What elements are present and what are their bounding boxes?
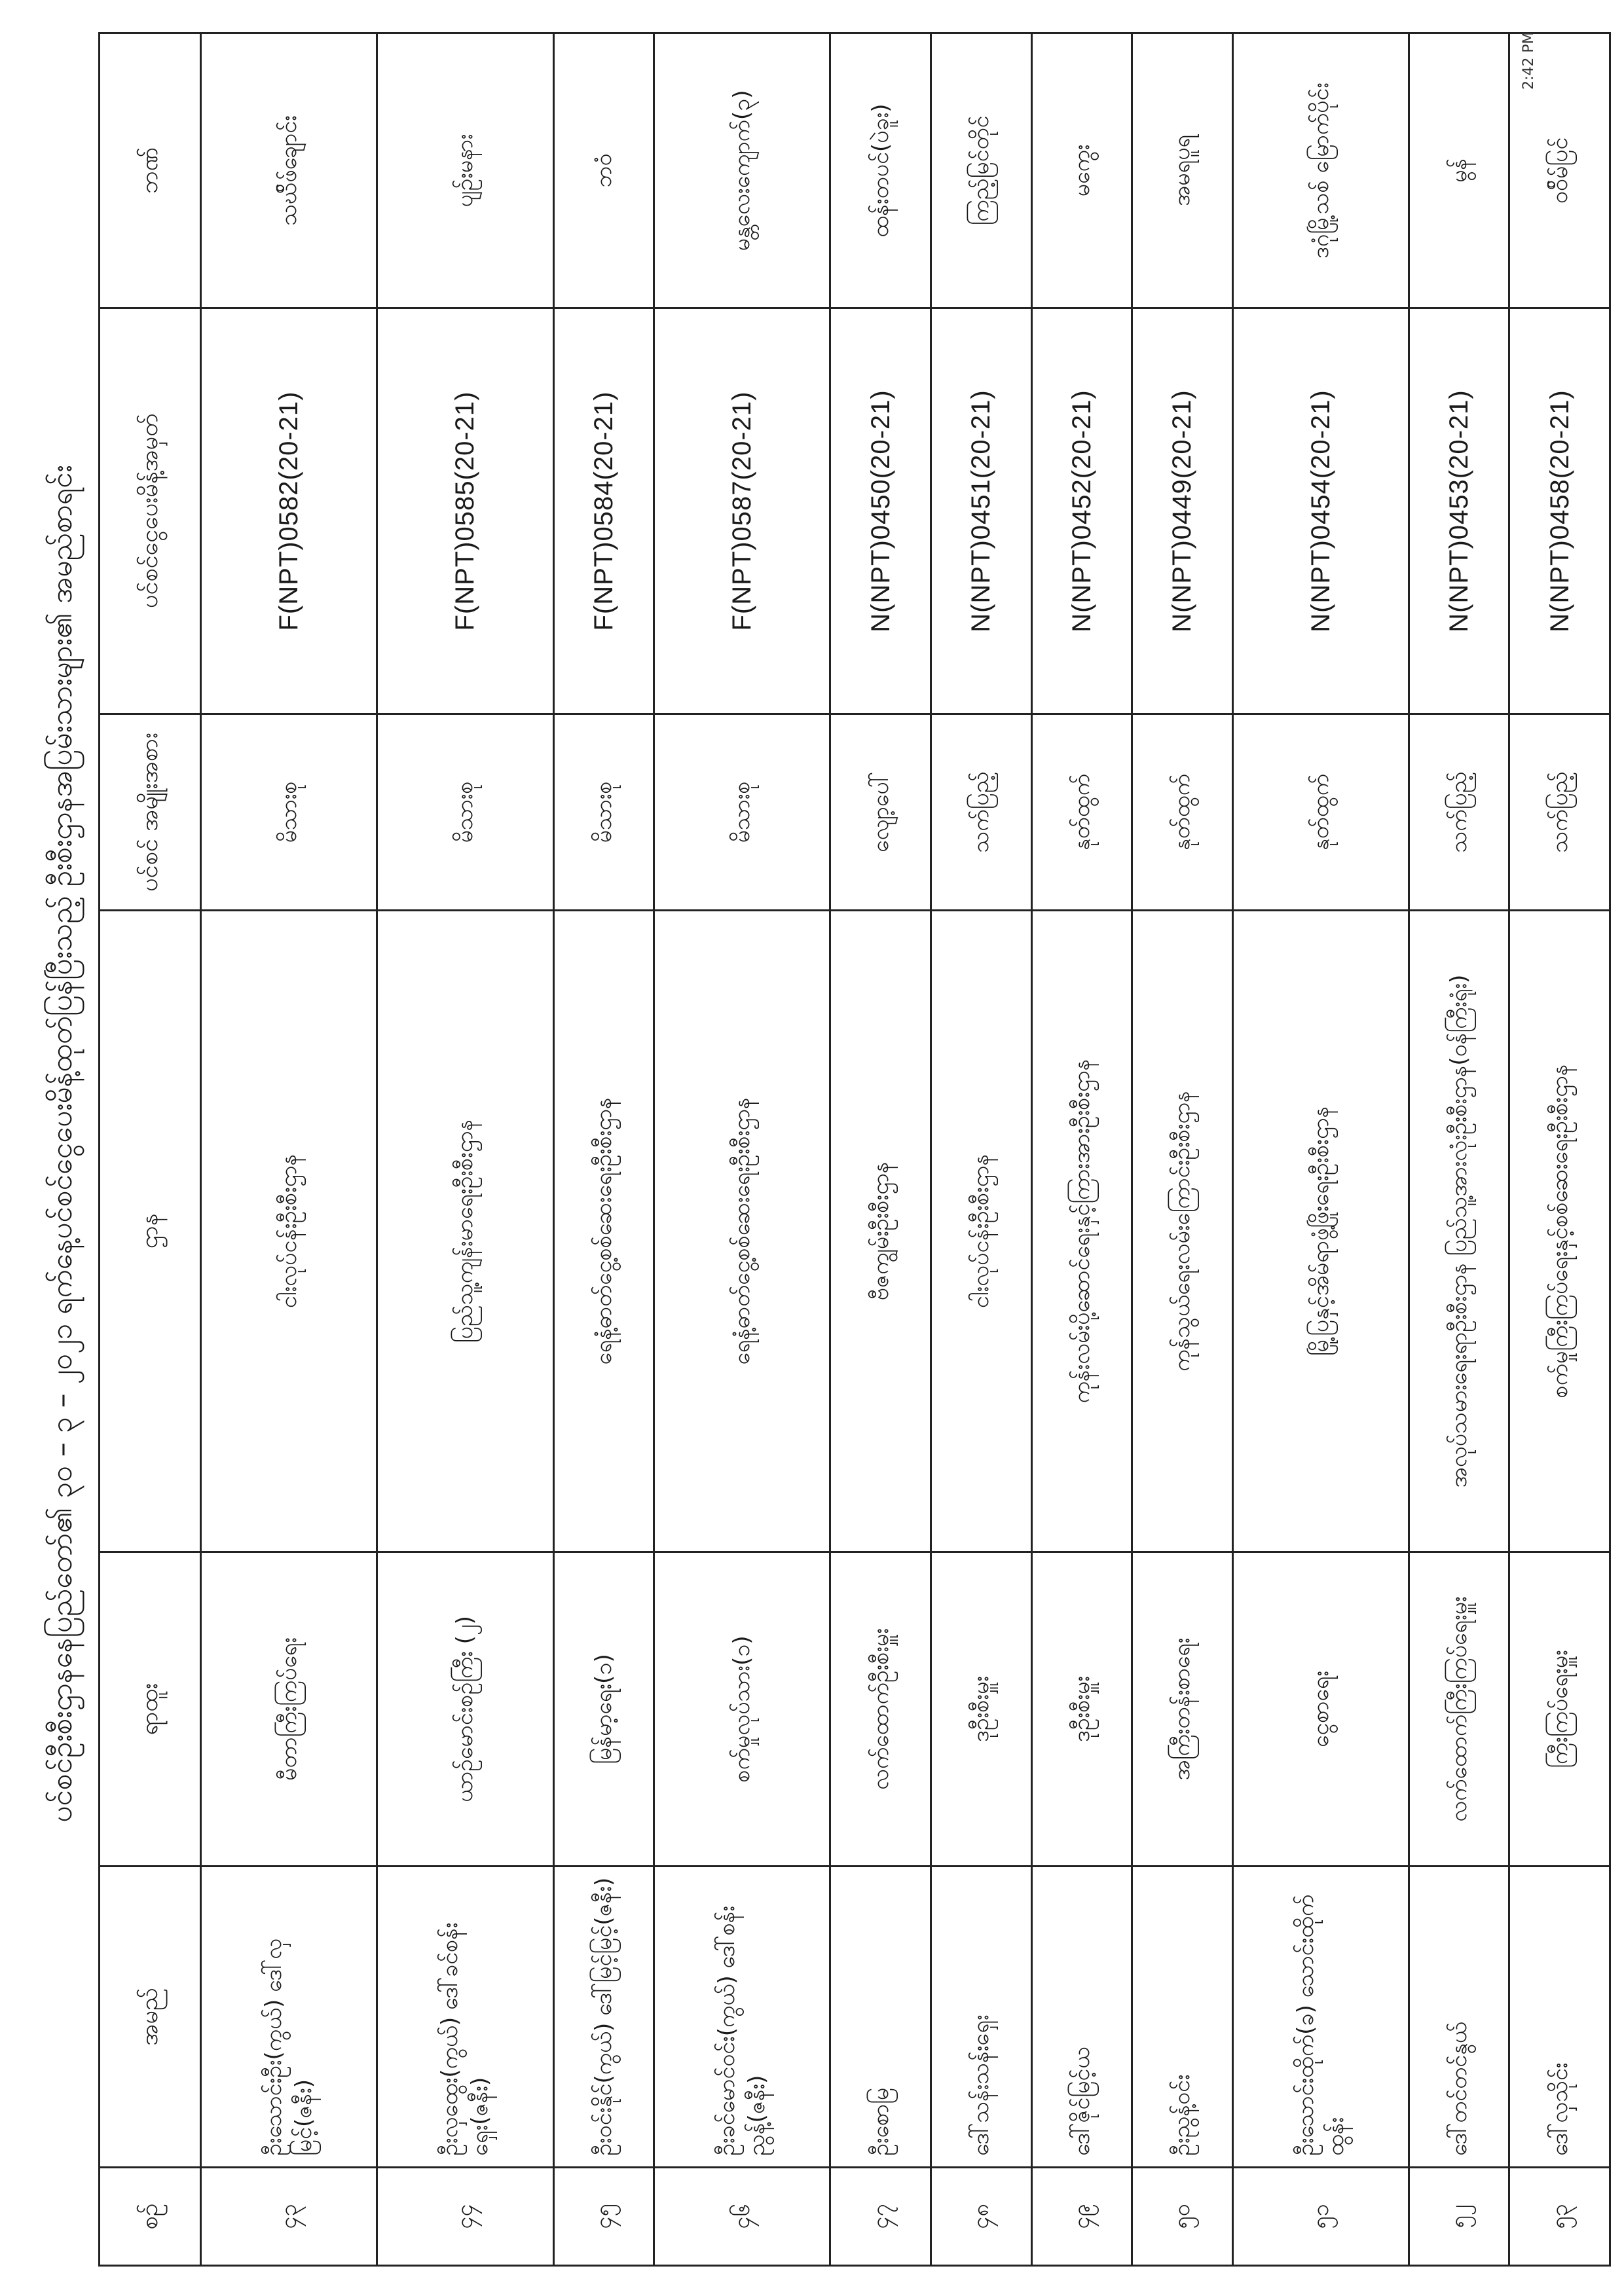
header-order-no: ပင်စင်ငွေပေးမိန့်အမှတ် [100, 308, 201, 714]
cell-no: ၅၂ [1409, 2168, 1509, 2266]
cell-township: အမရပူရ [1132, 33, 1233, 308]
table-header-row [100, 33, 201, 2266]
cell-pension-type: နုတ်ထွက် [1132, 714, 1233, 911]
cell-township: ပျဉ်းမနား [377, 33, 553, 308]
cell-department: ငါးလုပ်ငန်းဦးစီးဌာန [201, 911, 377, 1552]
cell-department: ငါးလုပ်ငန်းဦးစီးဌာန [931, 911, 1032, 1552]
cell-position: ကြီးကြပ်ရေးမှူး [1509, 1552, 1610, 1867]
cell-no: ၄၉ [1031, 2168, 1132, 2266]
cell-department: ကုန်သွယ်ရေးလမ်းကြောင်းဦးစီးဌာန [1132, 911, 1233, 1552]
cell-name: ဦးသောင်းထိုက်(ခ) သောင်းထိုက်ထွန်း [1232, 1867, 1409, 2168]
cell-department: ရေနံ့ဓာတ်ငွေ့စစ်ဆေးရေးဦးစီးဌာန [654, 911, 830, 1552]
table-row [1409, 33, 1509, 2266]
table-row [1132, 33, 1233, 2266]
header-name: အမည် [100, 1867, 201, 2168]
cell-name: ဦးလှထွေး(ကွယ်) ဒေါ်ခင်စန်းရှေး(ဇနီး) [377, 1867, 553, 2168]
cell-department: စက်မှုကြီးကြပ်ရေးနှင့်စစ်ဆေးရေးဦးစီးဌာန [1509, 911, 1610, 1552]
cell-township: ဝဝ်ိမ်ပြင် [1509, 33, 1610, 308]
cell-township: ဘဝံ [553, 33, 654, 308]
cell-position: မြန်မာ့ရေး(၁) [553, 1552, 654, 1867]
cell-position: မီတာကြီးကြပ်ရေး [201, 1552, 377, 1867]
cell-order-no: N(NPT)0449(20-21) [1132, 308, 1233, 714]
cell-township: မကွေး [1031, 33, 1132, 308]
cell-position: ဒုဦးစီးမှူး [931, 1552, 1032, 1867]
table-row [1232, 33, 1409, 2266]
header-pension-type: ပင်စင် အမျိုးအစား [100, 714, 201, 911]
cell-order-no: N(NPT)0450(20-21) [830, 308, 931, 714]
cell-no: ၅၃ [1509, 2168, 1610, 2266]
cell-name: ဦးစောမြ [830, 1867, 931, 2168]
cell-pension-type: သက်ပြည့် [931, 714, 1032, 911]
cell-pension-type: နုတ်ထွက် [1031, 714, 1132, 911]
cell-name: ဒေါ်သန်းသန်းရှေး [931, 1867, 1032, 2168]
cell-no: ၅၀ [1132, 2168, 1233, 2266]
cell-order-no: F(NPT)0587(20-21) [654, 308, 830, 714]
cell-position: ယာဉ်မောင်းစဉ်ကြီး (၂) [377, 1552, 553, 1867]
cell-department: မြို့ပြနှင့်အိမ်ရာဖွံ့ဖြိုးရေးဦးစီးဌာန [1232, 911, 1409, 1552]
table-row [931, 33, 1032, 2266]
cell-pension-type: မိသားစု [553, 714, 654, 911]
cell-department: ရေနံ့ဓာတ်ငွေ့စစ်ဆေးရေးဦးစီးဌာန [553, 911, 654, 1552]
cell-pension-type: မိသားစု [377, 714, 553, 911]
cell-no: ၄၇ [830, 2168, 931, 2266]
cell-no: ၄၅ [553, 2168, 654, 2266]
table-row [201, 33, 377, 2266]
cell-department: ဗီဇကျွမ်းဦးစီးဌာန [830, 911, 931, 1552]
cell-township: ထန်းတပင်(ပဲခူး) [830, 33, 931, 308]
scan-timestamp: 2:42 PM [1521, 31, 1537, 90]
cell-order-no: N(NPT)0452(20-21) [1031, 308, 1132, 714]
cell-position: ငွေစာရေး [1232, 1552, 1409, 1867]
cell-department: ပြည်သူ့ကျန်းမာရေးဦးစီးဌာန [377, 911, 553, 1552]
cell-name: ဒေါ်ဇိုင်မြင့်ယ [1031, 1867, 1132, 2168]
table-row [1031, 33, 1132, 2266]
table-row [377, 33, 553, 2266]
header-township: ဘဏ် [100, 33, 201, 308]
cell-pension-type: မိသားစု [654, 714, 830, 911]
table-row [553, 33, 654, 2266]
table-row [654, 33, 830, 2266]
header-no: စဉ် [100, 2168, 201, 2266]
cell-department: အလုပ်သမားရေးရာဦးစီးဌာန ပြည်သူ့အားလုံးဦးစီးဌာန(၀န်ကြီးရုံး) [1409, 911, 1509, 1552]
cell-position: စက်မှုလုပ်သား(၁) [654, 1552, 830, 1867]
cell-no: ၄၆ [654, 2168, 830, 2266]
cell-no: ၄၈ [931, 2168, 1032, 2266]
cell-township: မန္တလေးကျောက်(၃) [654, 33, 830, 308]
table-body [201, 33, 1610, 2266]
cell-township: ဒဂုံမြို့သစ် မြောက်ပိုင်း [1232, 33, 1409, 308]
table-row [1509, 33, 1610, 2266]
cell-order-no: F(NPT)0584(20-21) [553, 308, 654, 714]
cell-name: ဦးညွန့်ဝင်း [1132, 1867, 1233, 2168]
cell-order-no: N(NPT)0451(20-21) [931, 308, 1032, 714]
cell-name: ဒေါ်လှသိုင်း [1509, 1867, 1610, 2168]
cell-township: ကြည့်မြင်တိုင် [931, 33, 1032, 308]
cell-name: ဒေါ်တင်တင်နွယ် [1409, 1867, 1509, 2168]
cell-position: လက်ထောက်ကြီးကြပ်ရေးမှူး [1409, 1552, 1509, 1867]
cell-township: မွန် [1409, 33, 1509, 308]
header-position: ရာထူး [100, 1552, 201, 1867]
cell-pension-type: လျော့ပေါ် [830, 714, 931, 911]
cell-position: လက်ထောက်ဦးစီးမှူး [830, 1552, 931, 1867]
cell-order-no: N(NPT)0458(20-21) [1509, 308, 1610, 714]
cell-pension-type: နုတ်ထွက် [1232, 714, 1409, 911]
document-title: ပင်စင်ဦးစီးဌာနနေပြည်တော်၏ ၃၀ – ၃ – ၂၀၂၁ ရက်နေ့ပင်စင်ငွေပေးမိန့်ထုတ်ပြန်ပြီးသည့် ဦးစီးဌာနအပြမ်းသားများ၏ အမည်စာရင်း [45, 465, 79, 1823]
cell-name: ဦးခင်မောင်ဝင်း(ကွယ်) ဒေါ်စန်းညွန့်(ဇနီး) [654, 1867, 830, 2168]
cell-no: ၄၄ [377, 2168, 553, 2266]
cell-name: ဦးသောင်းဦး(ကွယ်) ဒေါ်လှမြင့်(ဇနီး) [201, 1867, 377, 2168]
cell-township: သဃ်ိဖ်ချောင်း [201, 33, 377, 308]
pension-table [98, 32, 1611, 2267]
table-row [830, 33, 931, 2266]
cell-order-no: F(NPT)0585(20-21) [377, 308, 553, 714]
cell-name: ဦးဝင်းနိုင်(ကွယ်) ဒေါ်မြင့်မြင့်(ဇနီး) [553, 1867, 654, 2168]
cell-no: ၅၁ [1232, 2168, 1409, 2266]
cell-pension-type: မိသားစု [201, 714, 377, 911]
header-department: ဌာန [100, 911, 201, 1552]
cell-department: ကုန်းလမ်းပို့ဆောင်ရေးနှင့်ကြားအားဦးစီးဌာန [1031, 911, 1132, 1552]
cell-position: ဒုဦးစီးမှူး [1031, 1552, 1132, 1867]
cell-order-no: N(NPT)0453(20-21) [1409, 308, 1509, 714]
cell-no: ၄၃ [201, 2168, 377, 2266]
cell-pension-type: သက်ပြည့် [1409, 714, 1509, 911]
cell-pension-type: သက်ပြည့် [1509, 714, 1610, 911]
cell-position: အကြီးတန်းစာရေး [1132, 1552, 1233, 1867]
cell-order-no: N(NPT)0454(20-21) [1232, 308, 1409, 714]
cell-order-no: F(NPT)0582(20-21) [201, 308, 377, 714]
